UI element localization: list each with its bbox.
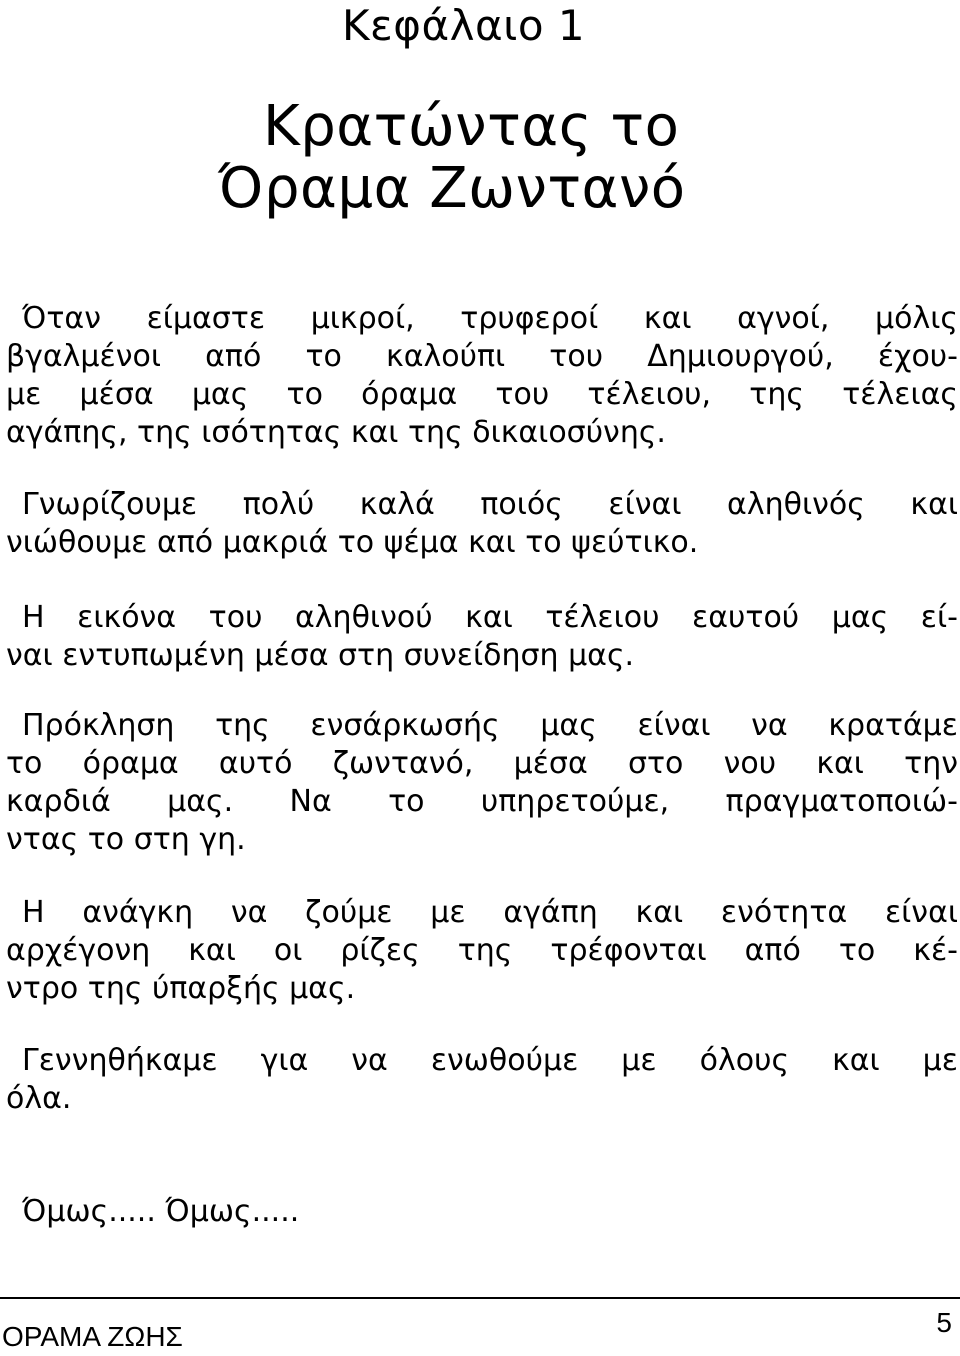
paragraph-4	[6, 707, 958, 859]
text-line: το όραμα αυτό ζωντανό, μέσα στο νου και την	[6, 746, 958, 781]
paragraph-7	[6, 1193, 958, 1231]
text-line: Η εικόνα του αληθινού και τέλειου εαυτού μας εί-	[22, 600, 958, 635]
text-line: ντας το στη γη.	[6, 822, 246, 857]
text-line: καρδιά μας. Να το υπηρετούμε, πραγματοποιώ-	[6, 784, 958, 819]
paragraph-5	[6, 894, 958, 1008]
text-line: ντρο της ύπαρξής μας.	[6, 971, 356, 1006]
text-line: όλα.	[6, 1081, 72, 1116]
text-line: Γνωρίζουμε πολύ καλά ποιός είναι αληθινός και	[22, 487, 958, 522]
text-line: Η ανάγκη να ζούμε με αγάπη και ενότητα είναι	[22, 895, 958, 930]
text-line: βγαλμένοι από το καλούπι του Δημιουργού, έχου-	[6, 339, 958, 374]
paragraph-2	[6, 486, 958, 562]
text-line: Όμως..... Όμως.....	[22, 1194, 300, 1229]
text-line: ναι εντυπωμένη μέσα στη συνείδηση μας.	[6, 638, 635, 673]
chapter-title-line-2: Όραμα Ζωντανό	[218, 156, 686, 221]
text-line: αγάπης, της ισότητας και της δικαιοσύνης.	[6, 415, 666, 450]
footer-rule	[0, 1297, 960, 1299]
footer-book-title: ΟΡΑΜΑ ΖΩΗΣ	[2, 1321, 183, 1352]
paragraph-1	[6, 300, 958, 452]
text-line: Όταν είμαστε μικροί, τρυφεροί και αγνοί, μόλις	[22, 301, 958, 336]
text-line: αρχέγονη και οι ρίζες της τρέφονται από το κέ-	[6, 933, 958, 968]
paragraph-6	[6, 1042, 958, 1118]
text-line: νιώθουμε από μακριά το ψέμα και το ψεύτικο.	[6, 525, 699, 560]
chapter-label: Κεφάλαιο 1	[342, 1, 586, 50]
text-line: Πρόκληση της ενσάρκωσής μας είναι να κρατάμε	[22, 708, 958, 743]
text-line: με μέσα μας το όραμα του τέλειου, της τέλειας	[6, 377, 958, 412]
chapter-title-line-1: Κρατώντας το	[263, 94, 680, 159]
paragraph-3	[6, 599, 958, 675]
text-line: Γεννηθήκαμε για να ενωθούμε με όλους και με	[22, 1043, 958, 1078]
page-number: 5	[936, 1307, 952, 1338]
